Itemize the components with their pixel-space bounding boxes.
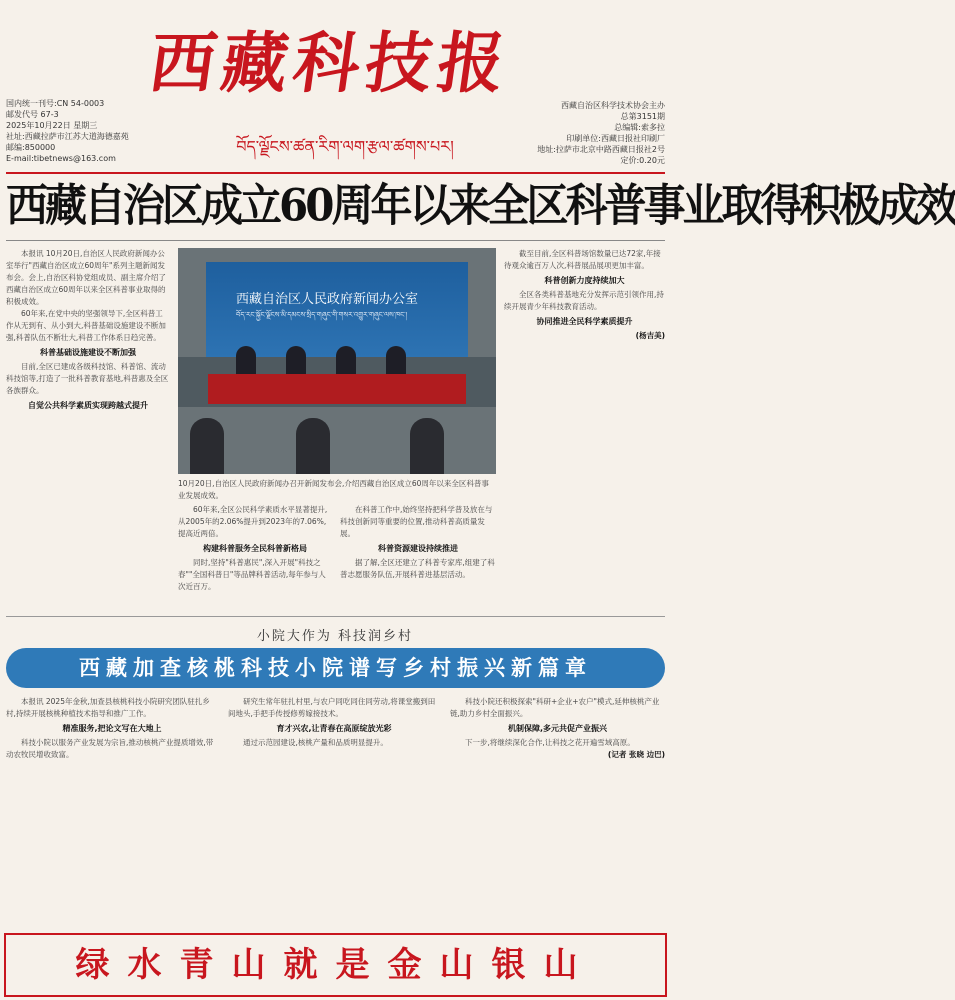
feature-kicker: 小院大作为 科技润乡村 [256, 629, 414, 644]
press-conference-photo[interactable] [178, 248, 496, 474]
publication-info-left [6, 98, 156, 164]
info-line: E-mail:tibetnews@163.com [6, 154, 116, 163]
section-divider [6, 616, 665, 617]
article-byline: (杨吉美) [635, 331, 665, 340]
article-paragraph: 科技小院还积极探索"科研+企业+农户"模式,延伸核桃产业链,助力乡村全面振兴。 [450, 697, 660, 718]
info-line: 西藏自治区科学技术协会主办 [561, 101, 665, 110]
article-subhead: 自觉公共科学素质实现跨越式提升 [28, 401, 148, 410]
backdrop-title: 西藏自治区人民政府新闻办公室 [236, 292, 419, 307]
headline-divider [6, 240, 665, 241]
article-paragraph: 目前,全区已建成各级科技馆、科普馆、流动科技馆等,打造了一批科普教育基地,科普惠及全区各族群众。 [6, 362, 169, 395]
photo-audience [296, 418, 330, 474]
article-subhead: 机制保障,多元共促产业振兴 [507, 724, 608, 733]
article-subhead: 科普创新力度持续加大 [544, 276, 625, 285]
feature-column-3 [450, 696, 665, 926]
article-paragraph: 据了解,全区还建立了科普专家库,组建了科普志愿服务队伍,开展科普进基层活动。 [340, 558, 495, 579]
info-line: 国内统一刊号:CN 54-0003 [6, 99, 105, 108]
feature-banner-title: 西藏加查核桃科技小院谱写乡村振兴新篇章 [79, 655, 592, 680]
masthead-title: 西藏科技报 [144, 24, 516, 102]
article-paragraph: 本报讯 2025年金秋,加查县核桃科技小院研究团队驻扎乡村,持续开展核桃种植技术指导和推广工作。 [6, 697, 210, 718]
info-line: 2025年10月22日 星期三 [6, 121, 98, 130]
info-line: 地址:拉萨市北京中路西藏日报社2号 [537, 145, 665, 154]
article-paragraph: 科技小院以服务产业发展为宗旨,推动核桃产业提质增效,带动农牧民增收致富。 [6, 738, 214, 759]
backdrop-tibetan: བོད་རང་སྐྱོང་ལྗོངས་མི་དམངས་སྲིད་གཞུང་གི་གསར་འགྱུར་གཞུང་ལས་ཁང་། [236, 311, 408, 319]
article-paragraph: 60年来,在党中央的坚强领导下,全区科普工作从无到有、从小到大,科普基础设施建设不断加强,科普队伍不断壮大,科普工作体系日趋完善。 [6, 309, 166, 342]
article-column-mid [178, 504, 332, 612]
info-line: 总编辑:索多拉 [614, 123, 665, 132]
article-paragraph: 下一步,将继续深化合作,让科技之花开遍雪域高原。 [465, 738, 635, 747]
info-line: 总第3151期 [620, 112, 665, 121]
photo-backdrop [206, 262, 468, 357]
publication-info-right [515, 100, 665, 166]
info-line: 社址:西藏拉萨市江苏大道海德嘉苑 [6, 132, 129, 141]
photo-caption: 10月20日,自治区人民政府新闻办召开新闻发布会,介绍西藏自治区成立60周年以来全区科普事业发展成效。 [178, 479, 489, 500]
article-subhead: 构建科普服务全民科普新格局 [203, 544, 307, 553]
article-paragraph: 研究生常年驻扎村里,与农户同吃同住同劳动,将课堂搬到田间地头,手把手传授修剪嫁接技术。 [228, 697, 436, 718]
masthead-tibetan: བོད་ལྗོངས་ཚན་རིག་ལག་རྩལ་ཚགས་པར། [236, 137, 454, 156]
main-headline[interactable]: 西藏自治区成立60周年以来全区科普事业取得积极成效 [6, 179, 955, 232]
article-byline: (记者 张晓 边巴) [607, 750, 665, 759]
article-subhead: 育才兴农,让青春在高原绽放光彩 [276, 724, 392, 733]
info-line: 邮编:850000 [6, 143, 56, 152]
slogan-text: 绿水青山就是金山银山 [75, 945, 596, 985]
info-line: 印刷单位:西藏日报社印刷厂 [566, 134, 665, 143]
slogan-box [4, 933, 667, 997]
photo-audience [410, 418, 444, 474]
article-subhead: 精准服务,把论文写在大地上 [62, 724, 162, 733]
article-paragraph: 通过示范园建设,核桃产量和品质明显提升。 [243, 738, 388, 747]
feature-column-1 [6, 696, 218, 926]
article-paragraph: 同时,坚持"科普惠民",深入开展"科技之春""全国科普日"等品牌科普活动,每年参与人次近百万。 [178, 558, 326, 591]
feature-column-2 [228, 696, 440, 926]
header-divider [6, 172, 665, 174]
article-column-right [504, 248, 665, 612]
article-paragraph: 截至目前,全区科普场馆数量已达72家,年接待观众逾百万人次,科普展品展项更加丰富。 [504, 249, 661, 270]
feature-banner[interactable] [6, 648, 665, 688]
photo-desk [208, 374, 466, 404]
info-line: 邮发代号 67-3 [6, 110, 59, 119]
article-subhead: 科普资源建设持续推进 [378, 544, 458, 553]
article-paragraph: 本报讯 10月20日,自治区人民政府新闻办公室举行"西藏自治区成立60周年"系列主题新闻发布会。会上,自治区科协党组成员、副主席介绍了西藏自治区成立60周年以来全区科普事业取得的积极成效。 [6, 249, 166, 306]
info-line: 定价:0.20元 [620, 156, 665, 165]
article-paragraph: 全区各类科普基地充分发挥示范引领作用,持续开展青少年科技教育活动。 [504, 290, 664, 311]
photo-audience [190, 418, 224, 474]
article-subhead: 协同推进全民科学素质提升 [536, 317, 633, 326]
article-subhead: 科普基础设施建设不断加强 [40, 348, 136, 357]
article-column-left [6, 248, 170, 612]
article-paragraph: 在科普工作中,始终坚持把科学普及放在与科技创新同等重要的位置,推动科普高质量发展。 [340, 505, 493, 538]
article-column-mid-right [340, 504, 496, 612]
article-paragraph: 60年来,全区公民科学素质水平显著提升,从2005年的2.06%提升到2023年的7.06%,提高近两倍。 [178, 505, 328, 538]
